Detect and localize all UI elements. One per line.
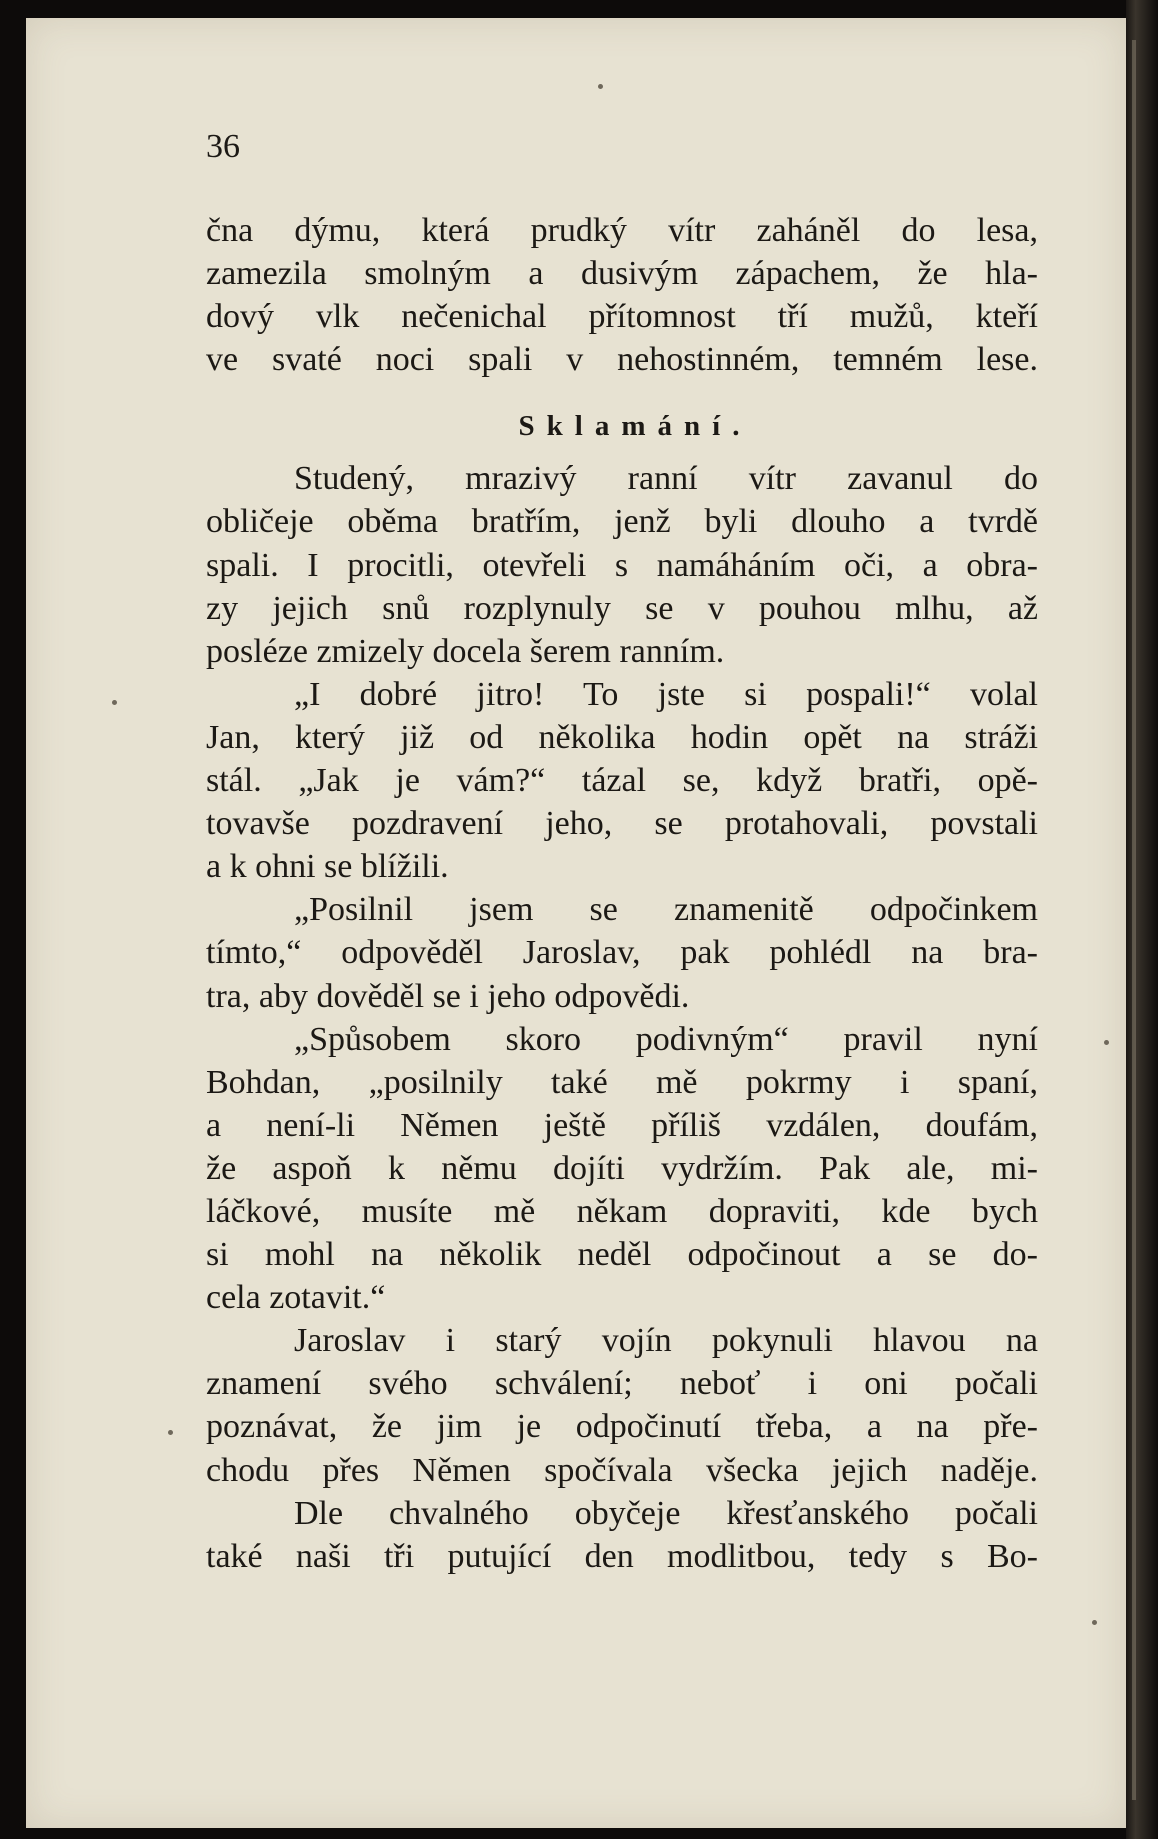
text-line: že aspoň k němu dojíti vydržím. Pak ale, mi- [206, 1149, 1038, 1187]
text-line: „Posilnil jsem se znamenitě odpočinkem [294, 891, 1038, 929]
paragraph [206, 1018, 1038, 1320]
book-text [206, 125, 1038, 1578]
paper-speck [1092, 1620, 1097, 1625]
text-line: tovavše pozdravení jeho, se protahovali, povstali [206, 805, 1038, 843]
text-line: láčkové, musíte mě někam dopraviti, kde bych [206, 1192, 1038, 1230]
text-line: si mohl na několik neděl odpočinout a se do- [206, 1236, 1038, 1274]
text-line: čna dýmu, která prudký vítr zaháněl do lesa, [206, 212, 1038, 249]
text-line: zamezila smolným a dusivým zápachem, že hla- [206, 255, 1038, 293]
paragraph [206, 457, 1038, 672]
text-line: zy jejich snů rozplynuly se v pouhou mlhu, až [206, 589, 1038, 627]
text-line: spali. I procitli, otevřeli s namáháním oči, a obra- [206, 546, 1038, 584]
text-line: „Spůsobem skoro podivným“ pravil nyní [294, 1020, 1038, 1058]
page-edge-shadow [1126, 0, 1158, 1839]
paragraph [206, 1492, 1038, 1578]
text-line: Studený, mrazivý ranní vítr zavanul do [294, 460, 1038, 498]
page-edge-highlight [1132, 40, 1136, 1800]
paragraph [206, 209, 1038, 381]
text-line: tra, aby dověděl se i jeho odpovědi. [206, 977, 690, 1015]
text-line: chodu přes Němen spočívala všecka jejich naděje. [206, 1451, 1038, 1489]
text-line: dový vlk nečenichal přítomnost tří mužů, kteří [206, 298, 1038, 336]
paper-speck [112, 700, 117, 705]
paragraph [206, 673, 1038, 888]
text-line: stál. „Jak je vám?“ tázal se, když bratři, opě- [206, 762, 1038, 800]
text-line: obličeje oběma bratřím, jenž byli dlouho a tvrdě [206, 503, 1038, 541]
paper-speck [168, 1430, 173, 1435]
text-line: cela zotavit.“ [206, 1279, 386, 1317]
text-line: také naši tři putující den modlitbou, tedy s Bo- [206, 1537, 1038, 1575]
text-line: ve svaté noci spali v nehostinném, temném lese. [206, 341, 1038, 379]
text-line: Bohdan, „posilnily také mě pokrmy i spaní, [206, 1063, 1038, 1101]
text-line: tímto,“ odpověděl Jaroslav, pak pohlédl na bra- [206, 934, 1038, 972]
text-line: Jaroslav i starý vojín pokynuli hlavou na [294, 1322, 1038, 1360]
text-line: znamení svého schválení; neboť i oni počali [206, 1365, 1038, 1403]
paper-speck [598, 84, 603, 89]
text-line: Dle chvalného obyčeje křesťanského počali [294, 1494, 1038, 1532]
paragraph [206, 888, 1038, 1017]
text-line: posléze zmizely docela šerem ranním. [206, 632, 725, 670]
section-heading: Sklamání. [518, 410, 752, 443]
page-number: 36 [206, 128, 240, 165]
paper-speck [1104, 1040, 1109, 1045]
text-line: „I dobré jitro! To jste si pospali!“ volal [294, 675, 1038, 713]
paragraph [206, 1319, 1038, 1491]
text-line: Jan, který již od několika hodin opět na stráži [206, 718, 1038, 756]
text-line: a není-li Němen ještě příliš vzdálen, doufám, [206, 1106, 1038, 1144]
text-line: a k ohni se blížili. [206, 848, 449, 886]
text-line: poznávat, že jim je odpočinutí třeba, a na pře- [206, 1408, 1038, 1446]
